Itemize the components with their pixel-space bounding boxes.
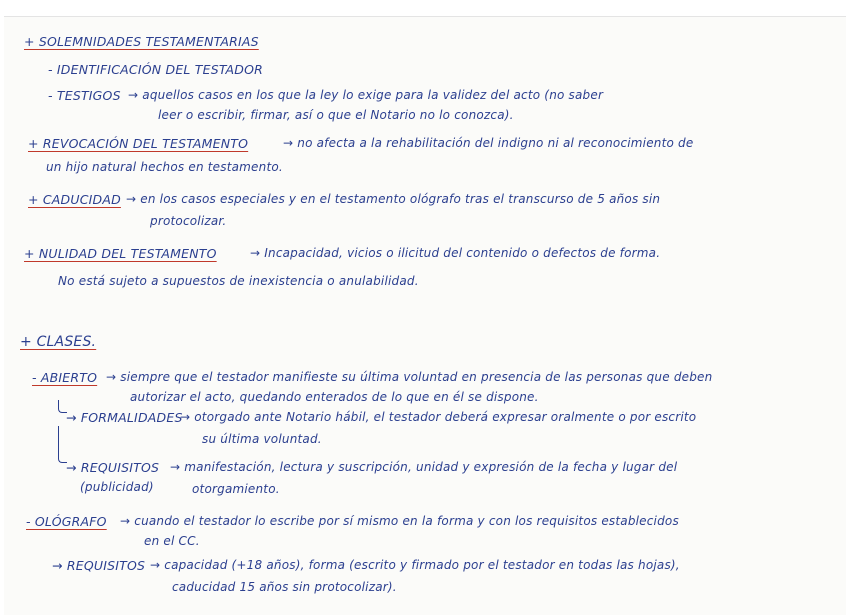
olografo-text: → cuando el testador lo escribe por sí mismo en la forma y con los requisitos establecidos: [120, 514, 679, 528]
item-identificacion: - IDENTIFICACIÓN DEL TESTADOR: [48, 62, 264, 77]
item-testigos-text: → aquellos casos en los que la ley lo exige para la validez del acto (no saber: [128, 88, 604, 102]
nulidad-label: + NULIDAD DEL TESTAMENTO: [24, 246, 217, 261]
abierto-requisitos-note: (publicidad): [80, 480, 154, 494]
caducidad-cont: protocolizar.: [150, 214, 227, 228]
heading-clases: + CLASES.: [20, 334, 97, 350]
item-testigos-cont: leer o escribir, firmar, así o que el Notario no lo conozca).: [158, 108, 514, 122]
nulidad-cont: No está sujeto a supuestos de inexistencia o anulabilidad.: [58, 274, 419, 288]
olografo-label: - OLÓGRAFO: [26, 514, 107, 529]
abierto-label: - ABIERTO: [32, 370, 98, 385]
item-testigos-label: - TESTIGOS: [48, 88, 121, 103]
olografo-requisitos-label: → REQUISITOS: [52, 558, 146, 573]
bracket-requisitos: [58, 426, 67, 463]
abierto-requisitos-label: → REQUISITOS: [66, 460, 160, 475]
revocacion-label: + REVOCACIÓN DEL TESTAMENTO: [28, 136, 249, 151]
revocacion-cont: un hijo natural hechos en testamento.: [46, 160, 283, 174]
olografo-cont: en el CC.: [144, 534, 200, 548]
nulidad-text: → Incapacidad, vicios o ilicitud del contenido o defectos de forma.: [250, 246, 661, 260]
revocacion-text: → no afecta a la rehabilitación del indigno ni al reconocimiento de: [283, 136, 694, 150]
formalidades-cont: su última voluntad.: [202, 432, 322, 446]
formalidades-text: → otorgado ante Notario hábil, el testador deberá expresar oralmente o por escrito: [180, 410, 697, 424]
olografo-requisitos-cont: caducidad 15 años sin protocolizar).: [172, 580, 397, 594]
page-top-margin: [0, 0, 848, 16]
abierto-text: → siempre que el testador manifieste su última voluntad en presencia de las personas que deben: [106, 370, 713, 384]
heading-solemnidades: + SOLEMNIDADES TESTAMENTARIAS: [24, 34, 259, 49]
caducidad-label: + CADUCIDAD: [28, 192, 121, 207]
abierto-cont: autorizar el acto, quedando enterados de lo que en él se dispone.: [130, 390, 539, 404]
abierto-requisitos-cont: otorgamiento.: [192, 482, 280, 496]
caducidad-text: → en los casos especiales y en el testamento ológrafo tras el transcurso de 5 años sin: [126, 192, 661, 206]
abierto-requisitos-text: → manifestación, lectura y suscripción, unidad y expresión de la fecha y lugar del: [170, 460, 678, 474]
formalidades-label: → FORMALIDADES: [66, 410, 183, 425]
olografo-requisitos-text: → capacidad (+18 años), forma (escrito y firmado por el testador en todas las hojas),: [150, 558, 680, 572]
